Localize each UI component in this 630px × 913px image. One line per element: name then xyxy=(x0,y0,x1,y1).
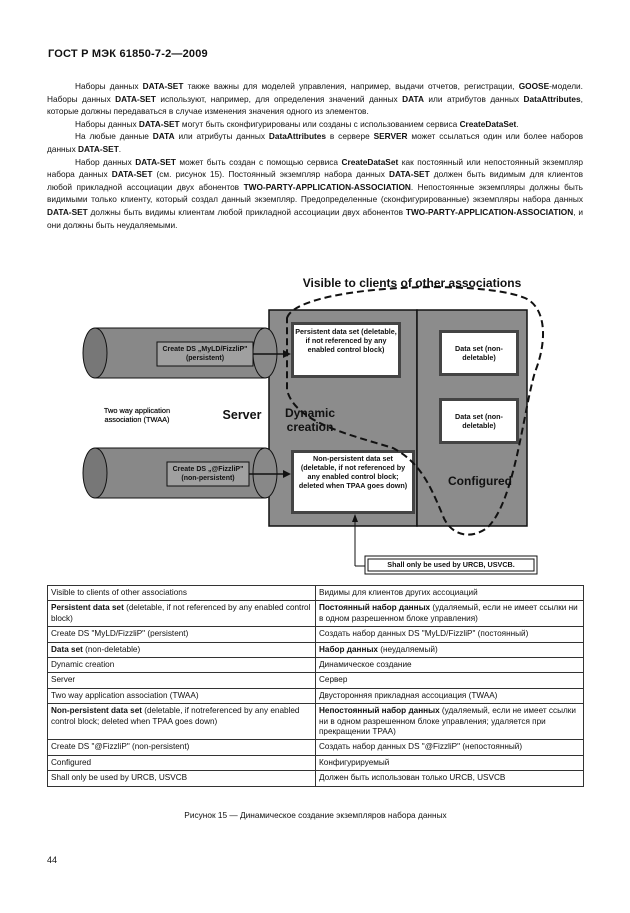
table-row xyxy=(48,642,584,657)
table-row xyxy=(48,673,584,688)
table-row xyxy=(48,601,584,627)
table-cell-ru: Создать набор данных DS "MyLD/FizzliP" (постоянный) xyxy=(316,627,584,642)
table-cell-en: Two way application association (TWAA) xyxy=(48,688,316,703)
table-cell-en: Visible to clients of other associations xyxy=(48,586,316,601)
table-row xyxy=(48,627,584,642)
table-cell-ru: Сервер xyxy=(316,673,584,688)
table-cell-en: Configured xyxy=(48,755,316,770)
table-cell-en: Data set (non-deletable) xyxy=(48,642,316,657)
table-cell-en: Persistent data set (deletable, if not referenced by any enabled control block) xyxy=(48,601,316,627)
table-cell-ru: Набор данных (неудаляемый) xyxy=(316,642,584,657)
table-row xyxy=(48,658,584,673)
data-set-1-label: Data set (non-deletable) xyxy=(455,344,503,362)
bold-term: DATA-SET xyxy=(388,169,430,180)
bold-term: DATA-SET xyxy=(115,93,156,104)
create-nonpersistent-label: Create DS „@FizzliP" (non-persistent) xyxy=(172,466,244,482)
bold-term: DATA-SET xyxy=(47,206,88,217)
bold-term: TWO-PARTY-APPLICATION-ASSOCIATION xyxy=(243,181,411,192)
configured-label: Configured xyxy=(448,474,512,488)
table-cell-en: Create DS "MyLD/FizzliP" (persistent) xyxy=(48,627,316,642)
table-row xyxy=(48,688,584,703)
table-cell-ru: Динамическое создание xyxy=(316,658,584,673)
bold-term: DATA-SET xyxy=(138,118,180,129)
bold-term: DataAttributes xyxy=(523,93,581,104)
persistent-box-label: Persistent data set (deletable, if not referenced by any enabled control block) xyxy=(295,327,397,354)
body-text xyxy=(47,80,583,231)
table-cell-ru: Создать набор данных DS "@FizzliP" (непостоянный) xyxy=(316,740,584,755)
table-cell-ru: Конфигурируемый xyxy=(316,755,584,770)
bold-term: Постоянный набор данных xyxy=(319,603,431,613)
paragraph: Набор данных DATA-SET может быть создан с помощью сервиса CreateDataSet как постоянный или непостоянный экземпляр набора данных DATA-SET (см. рисунок 15). Постоянный экземпляр набора данных DATA-SET должен быть видимым для клиентов любой прикладной ассоциации двух абонентов TWO-PARTY-APPLICATION-ASSOCIATION. Непостоянные экземпляры должны быть видимыми только клиенту, который создал данный экземпляр. Предопределенные (сконфигурированные) экземпляры набора данных DATA-SET должны быть видимы клиентам любой прикладной ассоциации двух абонентов TWO-PARTY-APPLICATION-ASSOCIATION, и они должны быть неудаляемыми. xyxy=(47,156,583,230)
paragraph: Наборы данных DATA-SET могут быть сконфигурированы или созданы с использованием сервиса CreateDataSet. xyxy=(75,118,519,129)
table-cell-ru: Постоянный набор данных (удаляемый, если не имеет ссылки ни в одном разрешенном блоке управления) xyxy=(316,601,584,627)
table-cell-en: Server xyxy=(48,673,316,688)
bold-term: CreateDataSet xyxy=(459,118,517,129)
bold-term: DATA-SET xyxy=(78,143,119,154)
bold-term: DATA-SET xyxy=(142,81,184,91)
bold-term: Persistent data set xyxy=(51,603,124,613)
bold-term: TWO-PARTY-APPLICATION-ASSOCIATION xyxy=(405,206,574,217)
table-row xyxy=(48,704,584,740)
bold-term: DATA-SET xyxy=(111,169,153,180)
document-header: ГОСТ Р МЭК 61850-7-2—2009 xyxy=(48,48,208,60)
dynamic-creation-label: Dynamic creation xyxy=(284,406,336,434)
table-cell-ru: Должен быть использован только URCB, USVCB xyxy=(316,771,584,786)
bold-term: Non-persistent data set xyxy=(51,706,142,716)
bold-term: Непостоянный набор данных xyxy=(319,706,440,716)
paragraph: Наборы данных DATA-SET также важны для моделей управления, например, выдачи отчетов, регистрации, GOOSE-модели. Наборы данных DATA-SET используют, например, для определения значений данных DATA или атрибутов данных DataAttributes, которые должны передаваться в случае изменения значения одного из элементов. xyxy=(47,81,583,117)
create-persistent-label: Create DS „MyLD/FizzliP" (persistent) xyxy=(162,346,248,362)
paragraph: На любые данные DATA или атрибуты данных DataAttributes в сервере SERVER может ссылаться один или более наборов данных DATA-SET. xyxy=(47,131,583,154)
bold-term: Data set xyxy=(51,644,83,654)
translation-table xyxy=(47,585,584,787)
nonpersistent-box-label: Non-persistent data set (deletable, if not referenced by any enabled control block; deleted when TPAA goes down) xyxy=(298,454,408,490)
table-cell-en: Non-persistent data set (deletable, if notreferenced by any enabled control block; deleted when TPAA goes down) xyxy=(48,704,316,740)
table-row xyxy=(48,740,584,755)
bold-term: CreateDataSet xyxy=(341,156,399,167)
bold-term: DataAttributes xyxy=(268,131,327,142)
table-row xyxy=(48,771,584,786)
table-cell-ru: Непостоянный набор данных (удаляемый, если не имеет ссылки ни в одном разрешенном блоке управления; удаляется при прекращении TPAA) xyxy=(316,704,584,740)
bold-term: SERVER xyxy=(373,131,408,142)
bold-term: DATA xyxy=(152,131,175,142)
data-set-2-label: Data set (non-deletable) xyxy=(455,412,503,430)
table-cell-en: Shall only be used by URCB, USVCB xyxy=(48,771,316,786)
table-cell-ru: Двусторонняя прикладная ассоциация (TWAA) xyxy=(316,688,584,703)
note-label: Shall only be used by URCB, USVCB. xyxy=(387,560,515,569)
bold-term: Набор данных xyxy=(319,644,378,654)
bold-term: GOOSE xyxy=(518,81,550,91)
figure-15-diagram xyxy=(47,272,587,582)
bold-term: DATA-SET xyxy=(135,156,176,167)
table-cell-ru: Видимы для клиентов других ассоциаций xyxy=(316,586,584,601)
two-way-label: Two way application association (TWAA) xyxy=(103,406,171,424)
table-row xyxy=(48,755,584,770)
visible-title: Visible to clients of other associations xyxy=(302,276,522,290)
table-cell-en: Create DS "@FizzliP" (non-persistent) xyxy=(48,740,316,755)
bold-term: DATA xyxy=(402,93,424,104)
page-number: 44 xyxy=(47,855,58,865)
table-cell-en: Dynamic creation xyxy=(48,658,316,673)
table-row xyxy=(48,586,584,601)
server-label: Server xyxy=(222,408,262,422)
figure-caption: Рисунок 15 — Динамическое создание экземпляров набора данных xyxy=(184,810,447,820)
